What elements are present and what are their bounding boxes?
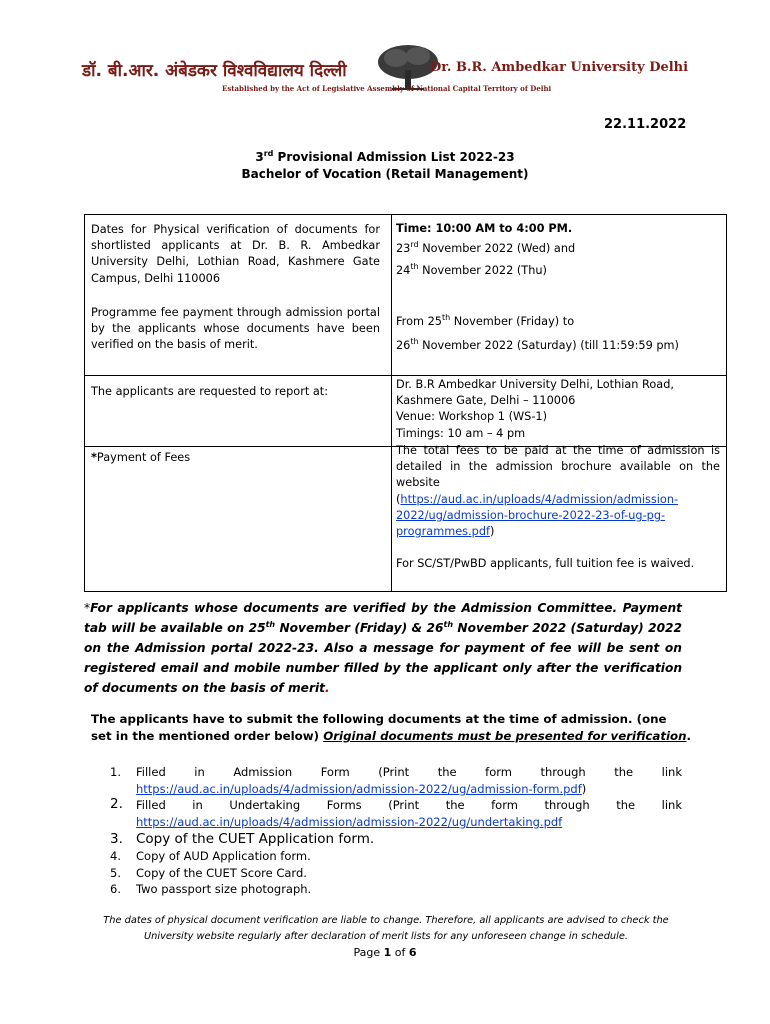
university-name-hindi: डॉ. बी.आर. अंबेडकर विश्वविद्यालय दिल्ली: [82, 61, 347, 81]
report-location-value: Dr. B.R Ambedkar University Delhi, Lothian Road, Kashmere Gate, Delhi – 110006 Venue: Workshop 1 (WS-1) Timings: 10 am – 4 pm: [396, 378, 674, 440]
list-item: 4. Copy of AUD Application form.: [110, 849, 311, 863]
schedule-table: [84, 214, 727, 592]
verification-dates-label: Dates for Physical verification of documents for shortlisted applicants at Dr. B. R. Ambedkar University Delhi, Lothian Road, Kashmere Gate Campus, Delhi 110006: [91, 223, 380, 285]
list-item: 2. Filled in Undertaking Forms (Print the form through the link https://aud.ac.in/uploads/4/admission/admission-2022/ug/undertaking.pdf: [110, 796, 682, 829]
university-subtitle: Established by the Act of Legislative Assembly of National Capital Territory of Delhi: [222, 84, 552, 93]
page-number: Page 1 of 6: [353, 946, 417, 959]
payment-note: *For applicants whose documents are verified by the Admission Committee. Payment tab will be available on 25th November (Friday) & 26th November 2022 (Saturday) 2022 on the Admission portal 2022-23. Also a message for payment of fee will be sent on registered email and mobile number filled by the applicant only after the verification of documents on the basis of merit.: [84, 601, 683, 695]
payment-of-fees-value: The total fees to be paid at the time of admission is detailed in the admission brochure available on the website (https://aud.ac.in/uploads/4/admission/admission-2022/ug/admission-brochure-2022-23-of-ug-pg-programmes.pdf) For SC/ST/PwBD applicants, full tuition fee is waived.: [396, 444, 720, 571]
documents-list: [110, 764, 682, 898]
disclaimer-note: The dates of physical document verification are liable to change. Therefore, all applicants are advised to check the University website regularly after declaration of merit lists for any unforeseen change in schedule.: [103, 915, 669, 942]
list-title: 3rd Provisional Admission List 2022-23: [255, 149, 515, 164]
fee-payment-dates: From 25th November (Friday) to 26th November 2022 (Saturday) (till 11:59:59 pm): [396, 313, 679, 353]
list-item: 6. Two passport size photograph.: [110, 882, 312, 896]
programme-title: Bachelor of Vocation (Retail Management): [241, 167, 529, 181]
report-location-label: The applicants are requested to report at:: [91, 385, 329, 398]
payment-of-fees-label: *Payment of Fees: [91, 451, 191, 464]
university-name-english: Dr. B.R. Ambedkar University Delhi: [430, 60, 689, 75]
university-header: [82, 42, 689, 102]
verification-dates-value: Time: 10:00 AM to 4:00 PM. 23rd November 2022 (Wed) and 24th November 2022 (Thu): [396, 222, 576, 278]
undertaking-form-link[interactable]: https://aud.ac.in/uploads/4/admission/admission-2022/ug/undertaking.pdf: [136, 814, 563, 829]
list-item: 5. Copy of the CUET Score Card.: [110, 865, 307, 880]
list-item: 3. Copy of the CUET Application form.: [110, 831, 375, 847]
document-date: 22.11.2022: [604, 117, 687, 132]
fee-payment-label: Programme fee payment through admission portal by the applicants whose documents have been verified on the basis of merit.: [91, 306, 380, 352]
admission-brochure-link[interactable]: https://aud.ac.in/uploads/4/admission/admission-2022/ug/admission-brochure-2022-23-of-ug-pg-programmes.pdf: [396, 492, 679, 539]
documents-intro: The applicants have to submit the following documents at the time of admission. (one set in the mentioned order below) Original documents must be presented for verification.: [91, 712, 691, 743]
list-item: 1. Filled in Admission Form (Print the form through the link https://aud.ac.in/uploads/4/admission/admission-2022/ug/admission-form.pdf): [110, 765, 682, 796]
admission-form-link[interactable]: https://aud.ac.in/uploads/4/admission/admission-2022/ug/admission-form.pdf: [136, 781, 582, 796]
